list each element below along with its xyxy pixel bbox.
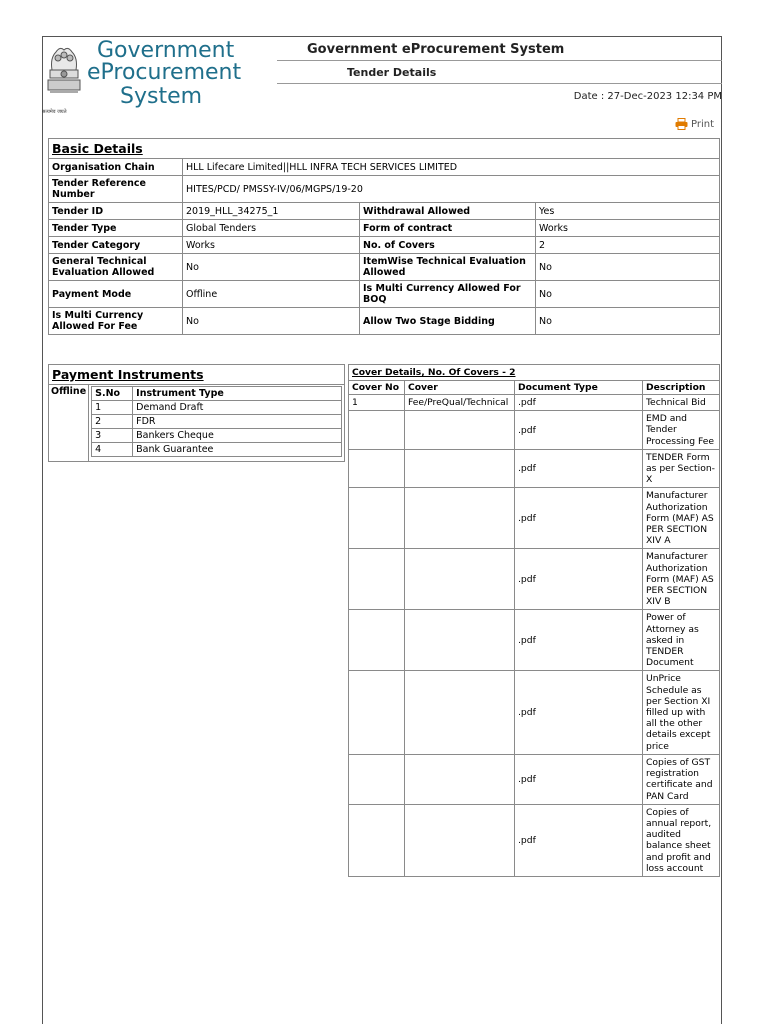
site-header xyxy=(42,36,722,130)
cover-description: Technical Bid xyxy=(643,395,720,411)
cover-description: TENDER Form as per Section-X xyxy=(643,449,720,488)
document-type: .pdf xyxy=(515,395,643,411)
table-row xyxy=(349,610,720,671)
printer-icon xyxy=(675,118,688,130)
document-type: .pdf xyxy=(515,754,643,804)
cover-name: Fee/PreQual/Technical xyxy=(405,395,515,411)
instrument-sno: 2 xyxy=(92,415,133,429)
cover-no xyxy=(349,804,405,876)
cover-name xyxy=(405,804,515,876)
basic-value: Works xyxy=(183,237,360,254)
cover-name xyxy=(405,488,515,549)
payment-mode-label: Offline xyxy=(49,385,89,462)
national-emblem-icon xyxy=(44,40,84,112)
basic-label: Withdrawal Allowed xyxy=(360,203,536,220)
basic-label: Form of contract xyxy=(360,220,536,237)
table-row xyxy=(92,429,342,443)
basic-label: No. of Covers xyxy=(360,237,536,254)
instrument-type: Bankers Cheque xyxy=(133,429,342,443)
instrument-sno: 1 xyxy=(92,401,133,415)
org-chain-value: HLL Lifecare Limited||HLL INFRA TECH SERVICES LIMITED xyxy=(183,159,720,176)
table-row xyxy=(349,549,720,610)
basic-label: Tender Type xyxy=(49,220,183,237)
cover-details-title: Cover Details, No. Of Covers - 2 xyxy=(349,365,720,381)
instrument-type: Demand Draft xyxy=(133,401,342,415)
table-row xyxy=(349,411,720,450)
table-row xyxy=(349,671,720,754)
print-label: Print xyxy=(690,118,714,130)
cover-name xyxy=(405,671,515,754)
site-title: Government eProcurement System xyxy=(307,42,565,57)
cover-description: EMD and Tender Processing Fee xyxy=(643,411,720,450)
cover-no xyxy=(349,488,405,549)
basic-value: Yes xyxy=(536,203,720,220)
cover-name xyxy=(405,411,515,450)
col-sno-header: S.No xyxy=(92,387,133,401)
table-row xyxy=(92,443,342,457)
cover-no xyxy=(349,754,405,804)
cover-no xyxy=(349,610,405,671)
cover-no xyxy=(349,449,405,488)
basic-value: Works xyxy=(536,220,720,237)
document-type: .pdf xyxy=(515,671,643,754)
instrument-type: FDR xyxy=(133,415,342,429)
page-title: Tender Details xyxy=(347,66,437,79)
basic-value: No xyxy=(536,281,720,308)
basic-value: 2019_HLL_34275_1 xyxy=(183,203,360,220)
basic-value: No xyxy=(536,308,720,335)
col-cover-no-header: Cover No xyxy=(349,381,405,395)
logo-line-2: eProcurement xyxy=(87,60,242,85)
basic-value: Global Tenders xyxy=(183,220,360,237)
basic-value: No xyxy=(183,308,360,335)
basic-value: No xyxy=(536,254,720,281)
col-instrument-header: Instrument Type xyxy=(133,387,342,401)
basic-details-title: Basic Details xyxy=(49,139,720,159)
basic-value: No xyxy=(183,254,360,281)
table-row xyxy=(349,395,720,411)
cover-no xyxy=(349,671,405,754)
date-display: Date : 27-Dec-2023 12:34 PM xyxy=(573,91,722,102)
tender-ref-value: HITES/PCD/ PMSSY-IV/06/MGPS/19-20 xyxy=(183,176,720,203)
table-row xyxy=(92,401,342,415)
tender-ref-label: Tender Reference Number xyxy=(49,176,183,203)
cover-name xyxy=(405,449,515,488)
cover-description: Power of Attorney as asked in TENDER Document xyxy=(643,610,720,671)
cover-no xyxy=(349,411,405,450)
table-row xyxy=(92,415,342,429)
cover-description: Copies of GST registration certificate and PAN Card xyxy=(643,754,720,804)
cover-description: Manufacturer Authorization Form (MAF) AS PER SECTION XIV B xyxy=(643,549,720,610)
instrument-sno: 3 xyxy=(92,429,133,443)
instrument-type: Bank Guarantee xyxy=(133,443,342,457)
cover-name xyxy=(405,549,515,610)
basic-label: General Technical Evaluation Allowed xyxy=(49,254,183,281)
document-type: .pdf xyxy=(515,449,643,488)
basic-label: ItemWise Technical Evaluation Allowed xyxy=(360,254,536,281)
table-row xyxy=(349,804,720,876)
basic-value: Offline xyxy=(183,281,360,308)
cover-description: Copies of annual report, audited balance sheet and profit and loss account xyxy=(643,804,720,876)
payment-instruments-table xyxy=(48,364,345,462)
cover-name xyxy=(405,610,515,671)
cover-no xyxy=(349,549,405,610)
col-cover-header: Cover xyxy=(405,381,515,395)
print-button[interactable] xyxy=(675,118,714,130)
document-type: .pdf xyxy=(515,488,643,549)
basic-label: Tender ID xyxy=(49,203,183,220)
cover-details-table xyxy=(348,364,720,877)
cover-name xyxy=(405,754,515,804)
basic-value: 2 xyxy=(536,237,720,254)
basic-label: Allow Two Stage Bidding xyxy=(360,308,536,335)
table-row xyxy=(349,754,720,804)
instrument-list xyxy=(91,386,342,457)
cover-description: UnPrice Schedule as per Section XI filled up with all the other details except price xyxy=(643,671,720,754)
table-row xyxy=(349,488,720,549)
cover-description: Manufacturer Authorization Form (MAF) AS PER SECTION XIV A xyxy=(643,488,720,549)
instrument-sno: 4 xyxy=(92,443,133,457)
basic-label: Payment Mode xyxy=(49,281,183,308)
basic-label: Is Multi Currency Allowed For BOQ xyxy=(360,281,536,308)
basic-label: Is Multi Currency Allowed For Fee xyxy=(49,308,183,335)
emblem-caption: सत्यमेव जयते xyxy=(42,109,67,115)
document-type: .pdf xyxy=(515,610,643,671)
payment-instruments-title: Payment Instruments xyxy=(49,365,345,385)
basic-details-table xyxy=(48,138,720,335)
logo-line-3: System xyxy=(120,84,203,109)
cover-no: 1 xyxy=(349,395,405,411)
document-type: .pdf xyxy=(515,804,643,876)
basic-label: Tender Category xyxy=(49,237,183,254)
header-divider xyxy=(277,60,722,61)
document-type: .pdf xyxy=(515,411,643,450)
header-divider xyxy=(277,83,722,84)
col-doctype-header: Document Type xyxy=(515,381,643,395)
document-type: .pdf xyxy=(515,549,643,610)
logo-line-1: Government xyxy=(97,38,235,63)
col-description-header: Description xyxy=(643,381,720,395)
org-chain-label: Organisation Chain xyxy=(49,159,183,176)
table-row xyxy=(349,449,720,488)
